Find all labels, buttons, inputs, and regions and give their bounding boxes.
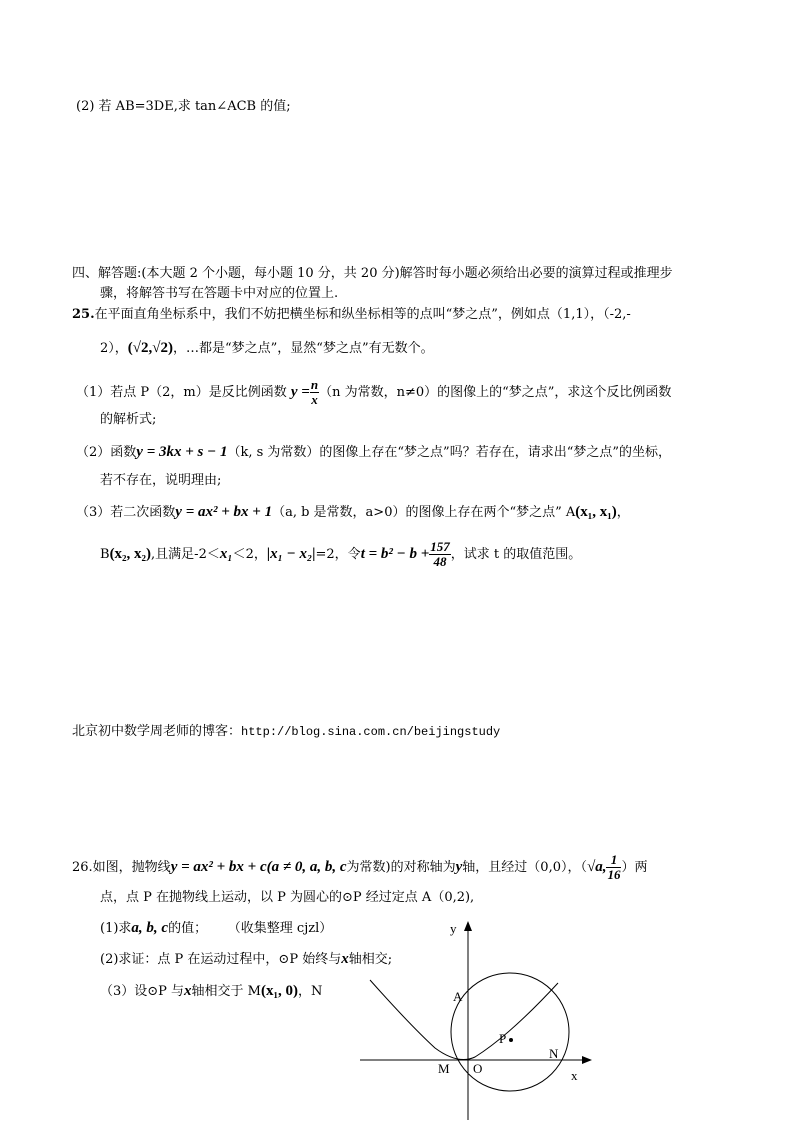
label-o: O	[473, 1061, 483, 1076]
q26-point: √a,	[586, 859, 607, 875]
q25-p3-frac-num: 157	[430, 539, 450, 554]
q25-sqrt-point: (√2,√2)	[127, 340, 173, 356]
q26-p3-text-c: ，N	[298, 984, 323, 999]
q26-figure	[350, 915, 600, 1123]
q25-intro-text2a: 2），	[100, 341, 128, 356]
q25-p3-t: t = b² − b +	[360, 546, 430, 562]
q26-text-c: 的对称轴为	[390, 860, 456, 875]
q26-p3-x-var: x	[184, 983, 192, 999]
q25-part1-line1	[76, 378, 671, 407]
q25-p3-x1: x₁	[219, 546, 233, 562]
q26-part2	[100, 949, 392, 970]
blog-url: http://blog.sina.com.cn/beijingstudy	[241, 725, 501, 739]
q25-part2-line1	[76, 442, 671, 463]
q25-intro-text1: 在平面直角坐标系中，我们不妨把横坐标和纵坐标相等的点叫“梦之点”，例如点（1,1），（-2,-	[94, 307, 631, 322]
q25-p3-point-b: (x₂, x₂)	[109, 546, 152, 562]
q25-p3-fraction	[429, 540, 451, 569]
q26-p1-text-a: (1)求	[100, 921, 132, 936]
y-axis-arrow	[464, 921, 472, 931]
q26-p2-text-a: (2)求证：点 P 在运动过程中，⊙P 始终与	[100, 952, 342, 967]
q25-p2-func: y = 3kx + s − 1	[136, 444, 228, 460]
blog-line	[72, 722, 500, 742]
q25-p3-text-d: ＜2，	[232, 547, 267, 562]
q24-part2: (2) 若 AB=3DE,求 tan∠ACB 的值;	[76, 99, 291, 114]
q25-p1-text-b: （n 为常数，n≠0）的图像上的“梦之点”，求这个反比例函数	[319, 385, 672, 400]
q26-p2-x-var: x	[341, 951, 349, 967]
q25-p3-func: y = ax² + bx + 1	[175, 504, 273, 520]
q25-p1-frac-num: n	[310, 377, 319, 392]
q25-p3-b-label: B	[100, 547, 110, 562]
q26-p2-text-b: 轴相交;	[348, 952, 393, 967]
q25-p3-text-a: （3）若二次函数	[76, 505, 176, 520]
label-a: A	[453, 989, 463, 1004]
q26-text-b: 为常数)	[346, 860, 391, 875]
q25-p1-text-a: （1）若点 P（2，m）是反比例函数	[76, 385, 287, 400]
section4-header-line2: 骤，将解答书写在答题卡中对应的位置上.	[100, 286, 339, 301]
q25-p3-frac-den: 48	[433, 554, 447, 569]
q25-p3-point-a: (x₁, x₁)	[575, 504, 617, 520]
q26-text-a: 26.如图，抛物线	[72, 860, 171, 875]
q26-p1-note: （收集整理 cjzl）	[227, 921, 333, 936]
q25-number: 25.	[72, 307, 95, 322]
q26-p1-text-b: 的值；	[168, 921, 208, 936]
q26-line2: 点，点 P 在抛物线上运动，以 P 为圆心的⊙P 经过定点 A（0,2),	[100, 890, 475, 905]
q25-p3-text-b: （a, b 是常数，a>0）的图像上存在两个“梦之点” A	[272, 505, 576, 520]
q25-p3-text-e: =2，令	[315, 547, 361, 562]
q26-line1	[72, 853, 647, 882]
q26-y-var: y	[455, 859, 463, 875]
section4-header-line1: 四、解答题:(本大题 2 个小题，每小题 10 分，共 20 分)解答时每小题必须给出必要的演算过程或推理步	[72, 266, 673, 281]
q25-p3-text-f: ，试求 t 的取值范围。	[450, 547, 582, 562]
q25-intro-text2b: ，…都是“梦之点”，显然“梦之点”有无数个。	[173, 341, 434, 356]
q25-part3-line2	[100, 540, 581, 569]
parabola-curve	[370, 980, 558, 1060]
q26-p3-text-b: 轴相交于 M	[191, 984, 261, 999]
q25-p3-comma: ，	[616, 505, 630, 520]
q26-parabola-func: y = ax² + bx + c(a ≠ 0, a, b, c	[170, 859, 347, 875]
x-axis-arrow	[582, 1056, 592, 1064]
blog-label: 北京初中数学周老师的博客：	[72, 724, 242, 739]
q26-p3-text-a: （3）设⊙P 与	[100, 984, 185, 999]
label-n: N	[549, 1046, 559, 1061]
q25-part3-line1	[76, 502, 630, 523]
q26-frac-num: 1	[606, 853, 621, 868]
q26-p3-point: (x₁, 0)	[261, 983, 298, 999]
q26-part1	[100, 918, 332, 939]
q25-p1-func: y =	[290, 384, 310, 400]
q25-intro-line2	[100, 338, 434, 359]
label-x: x	[571, 1068, 578, 1083]
q25-p3-abs: |x₁ − x₂|	[266, 546, 316, 562]
q26-fraction	[606, 853, 621, 882]
label-m: M	[438, 1061, 450, 1076]
q25-p1-fraction	[310, 378, 319, 407]
label-y: y	[450, 921, 457, 936]
q25-intro-line1	[72, 305, 631, 325]
q25-p1-frac-den: x	[311, 392, 318, 407]
q26-text-e: ）两	[621, 860, 648, 875]
q25-part1-line2: 的解析式;	[100, 412, 157, 427]
q26-part3	[100, 981, 322, 1002]
q25-p2-text-b: （k, s 为常数）的图像上存在“梦之点”吗？若存在，请求出“梦之点”的坐标，	[227, 445, 671, 460]
q25-p3-text-c: ,且满足-2＜	[151, 547, 220, 562]
q25-part2-line2: 若不存在，说明理由;	[100, 473, 222, 488]
q25-p2-text-a: （2）函数	[76, 445, 137, 460]
q26-text-d: 轴，且经过（0,0），（	[462, 860, 587, 875]
q26-frac-den: 16	[607, 867, 621, 882]
q26-p1-vars: a, b, c	[131, 920, 169, 936]
label-p: P	[499, 1031, 507, 1046]
point-p	[509, 1038, 513, 1042]
